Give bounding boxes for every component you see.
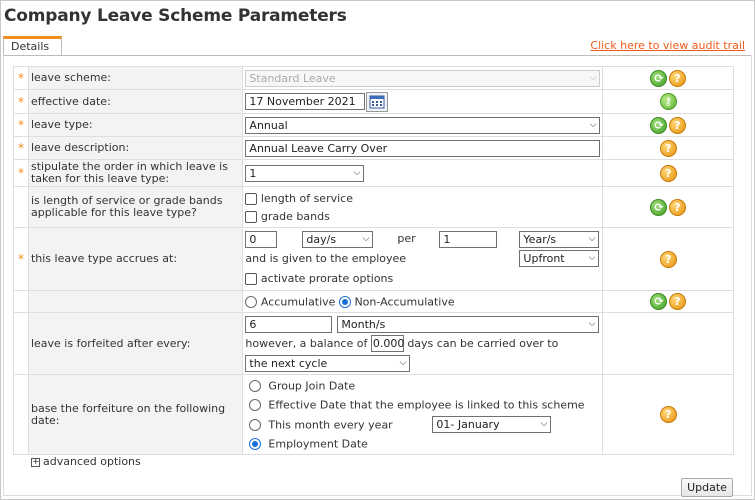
group-join-date-label: Group Join Date: [268, 379, 356, 392]
prorate-checkbox[interactable]: [245, 273, 257, 285]
calendar-icon[interactable]: [366, 92, 388, 112]
help-icon[interactable]: ?: [660, 140, 677, 157]
help-icon[interactable]: ?: [660, 406, 677, 423]
row-effective-date: [14, 90, 734, 114]
effective-date-input[interactable]: 17 November 2021: [245, 93, 365, 110]
required-marker: *: [14, 137, 29, 160]
row-leave-description: [14, 137, 734, 160]
row-accrues: [14, 228, 734, 291]
refresh-icon[interactable]: ⟳: [650, 199, 667, 216]
accumulative-label: Accumulative: [260, 295, 336, 309]
chevron-down-icon: ⌵: [588, 234, 596, 244]
leave-description-input[interactable]: Annual Leave Carry Over: [245, 140, 600, 157]
accrual-period-input[interactable]: 1: [439, 231, 497, 248]
balance-suffix-label: days can be carried over to: [407, 336, 559, 350]
month-select[interactable]: [432, 416, 551, 433]
month-value: 01- January: [436, 417, 500, 431]
accrual-period-select[interactable]: [519, 231, 599, 248]
audit-trail-link[interactable]: Click here to view audit trail: [590, 39, 745, 52]
row-service-bands: [14, 187, 734, 228]
key-icon[interactable]: ⚷: [660, 93, 677, 110]
leave-scheme-select[interactable]: [245, 70, 600, 87]
per-label: per: [397, 232, 416, 245]
row-accumulative: [14, 291, 734, 313]
group-join-date-radio[interactable]: [249, 380, 261, 392]
effective-date-radio[interactable]: [249, 399, 261, 411]
advanced-options-toggle[interactable]: [31, 455, 141, 468]
carry-over-select[interactable]: [245, 355, 410, 372]
required-marker: *: [14, 228, 29, 291]
prorate-label: activate prorate options: [260, 272, 394, 285]
forfeit-period-input[interactable]: 6: [245, 316, 332, 333]
help-icon[interactable]: ?: [669, 293, 686, 310]
chevron-down-icon: ⌵: [589, 72, 597, 83]
update-button[interactable]: Update: [681, 478, 733, 497]
non-accumulative-label: Non-Accumulative: [354, 295, 455, 309]
required-marker: *: [14, 114, 29, 137]
carry-over-value: the next cycle: [249, 357, 328, 370]
forfeit-unit-select[interactable]: [337, 316, 599, 333]
chevron-down-icon: ⌵: [588, 318, 596, 329]
help-icon[interactable]: ?: [660, 165, 677, 182]
row-forfeiture-date: [14, 375, 734, 455]
chevron-down-icon: ⌵: [588, 253, 596, 263]
employment-date-radio[interactable]: [249, 438, 261, 450]
leave-scheme-label: leave scheme:: [28, 67, 242, 90]
chevron-down-icon: ⌵: [362, 234, 370, 244]
chevron-down-icon: ⌵: [589, 119, 597, 130]
tab-details[interactable]: Details: [3, 36, 62, 55]
month-every-year-radio[interactable]: [249, 419, 261, 431]
forfeiture-date-label: base the forfeiture on the following date:: [28, 375, 242, 455]
employment-date-label: Employment Date: [268, 437, 368, 451]
required-marker: *: [14, 67, 29, 90]
leave-order-label: stipulate the order in which leave is taken for this leave type:: [28, 160, 242, 187]
parameters-table: [13, 66, 734, 455]
given-select[interactable]: [519, 250, 599, 267]
forfeit-unit-value: Month/s: [341, 317, 386, 331]
row-forfeited: [14, 313, 734, 375]
accrual-amount-input[interactable]: 0: [245, 231, 277, 248]
effective-date-option-label: Effective Date that the employee is linked to this scheme: [268, 398, 585, 412]
required-marker: *: [14, 160, 29, 187]
accrual-unit-select[interactable]: [302, 231, 373, 248]
refresh-icon[interactable]: ⟳: [650, 70, 667, 87]
chevron-down-icon: ⌵: [540, 418, 548, 429]
given-value: Upfront: [523, 252, 565, 265]
effective-date-label: effective date:: [28, 90, 242, 114]
accrues-label: this leave type accrues at:: [28, 228, 242, 291]
leave-order-select[interactable]: [245, 165, 364, 182]
row-leave-scheme: [14, 67, 734, 90]
grade-bands-checkbox[interactable]: [245, 211, 257, 223]
forfeited-label: leave is forfeited after every:: [28, 313, 242, 375]
leave-type-value: Annual: [249, 118, 288, 132]
grade-bands-label: grade bands: [260, 210, 330, 223]
leave-type-label: leave type:: [28, 114, 242, 137]
length-of-service-checkbox[interactable]: [245, 193, 257, 205]
balance-prefix-label: however, a balance of: [245, 336, 368, 350]
service-bands-label: is length of service or grade bands applicable for this leave type?: [28, 187, 242, 228]
length-of-service-label: length of service: [260, 192, 353, 205]
help-icon[interactable]: ?: [669, 117, 686, 134]
help-icon[interactable]: ?: [669, 70, 686, 87]
leave-scheme-value: Standard Leave: [249, 71, 336, 85]
refresh-icon[interactable]: ⟳: [650, 117, 667, 134]
row-leave-order: [14, 160, 734, 187]
accrual-unit-value: day/s: [306, 233, 337, 246]
given-label: and is given to the employee: [245, 252, 407, 265]
accrual-period-value: Year/s: [523, 233, 557, 246]
accumulative-radio[interactable]: [245, 296, 257, 308]
leave-order-value: 1: [249, 166, 257, 180]
help-icon[interactable]: ?: [669, 199, 686, 216]
page-title: Company Leave Scheme Parameters: [4, 6, 347, 26]
chevron-down-icon: ⌵: [353, 167, 361, 178]
chevron-down-icon: ⌵: [399, 358, 407, 368]
row-leave-type: [14, 114, 734, 137]
help-icon[interactable]: ?: [660, 251, 677, 268]
month-every-year-label: This month every year: [268, 418, 393, 431]
balance-input[interactable]: 0.000: [372, 337, 405, 350]
leave-type-select[interactable]: [245, 117, 600, 134]
expand-plus-icon: +: [32, 456, 40, 467]
non-accumulative-radio[interactable]: [339, 296, 351, 308]
advanced-options-label: advanced options: [43, 455, 141, 468]
required-marker: *: [14, 90, 29, 114]
leave-description-label: leave description:: [28, 137, 242, 160]
refresh-icon[interactable]: ⟳: [650, 293, 667, 310]
